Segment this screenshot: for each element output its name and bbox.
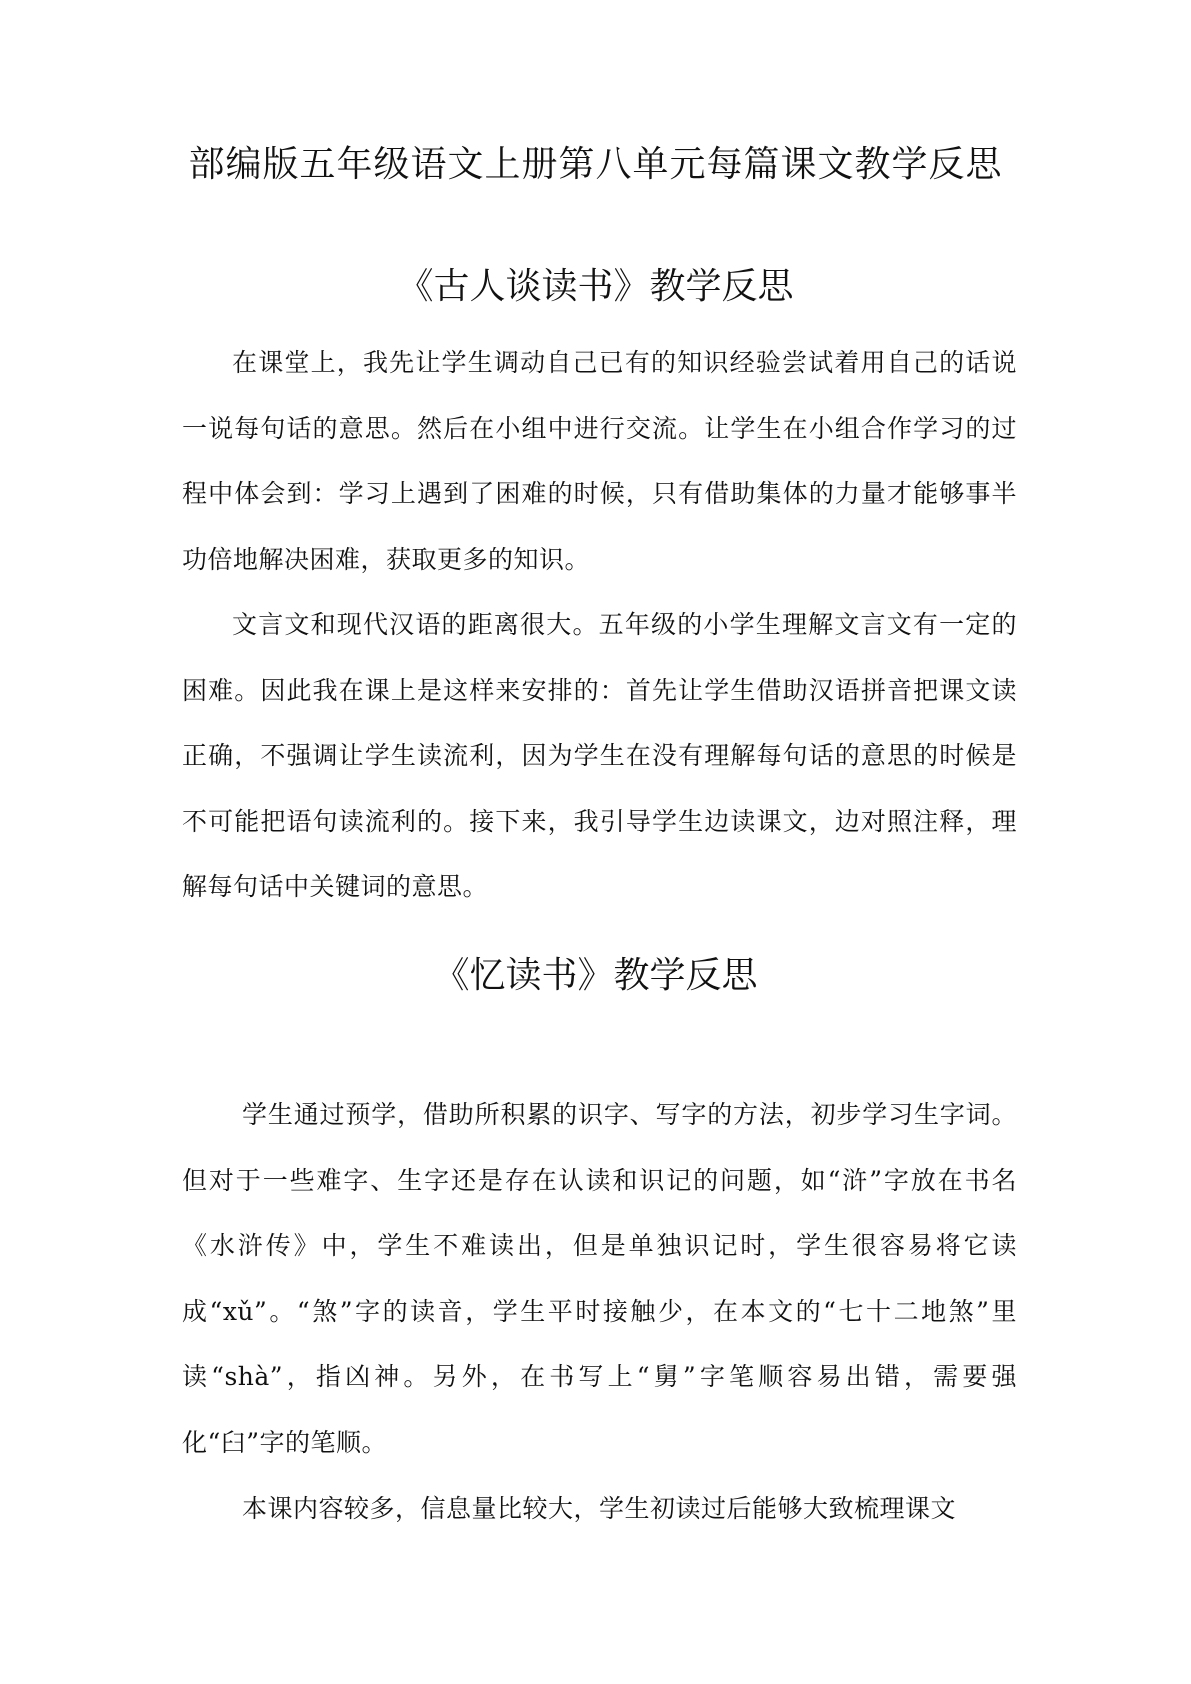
section-title-gu-ren-tan-du-shu: 《古人谈读书》教学反思 <box>397 266 794 307</box>
paragraph: 学生通过预学，借助所积累的识字、写字的方法，初步学习生字词。但对于一些难字、生字还是存在认读和识记的问题，如“浒”字放在书名《水浒传》中，学生不难读出，但是单独识记时，学生很容易将它读成“xǔ”。“煞”字的读音，学生平时接触少，在本文的“七十二地煞”里读“shà”，指凶神。另外，在书写上“舅”字笔顺容易出错，需要强化“臼”字的笔顺。 <box>182 1100 1017 1457</box>
paragraph: 文言文和现代汉语的距离很大。五年级的小学生理解文言文有一定的困难。因此我在课上是这样来安排的：首先让学生借助汉语拼音把课文读正确，不强调让学生读流利，因为学生在没有理解每句话的意思的时候是不可能把语句读流利的。接下来，我引导学生边读课文，边对照注释，理解每句话中关键词的意思。 <box>182 610 1017 901</box>
document-title: 部编版五年级语文上册第八单元每篇课文教学反思 <box>188 144 1003 185</box>
section-title-yi-du-shu: 《忆读书》教学反思 <box>433 955 758 996</box>
paragraph: 本课内容较多，信息量比较大，学生初读过后能够大致梳理课文 <box>242 1494 957 1523</box>
paragraph: 在课堂上，我先让学生调动自己已有的知识经验尝试着用自己的话说一说每句话的意思。然后在小组中进行交流。让学生在小组合作学习的过程中体会到：学习上遇到了困难的时候，只有借助集体的力量才能够事半功倍地解决困难，获取更多的知识。 <box>182 348 1017 574</box>
